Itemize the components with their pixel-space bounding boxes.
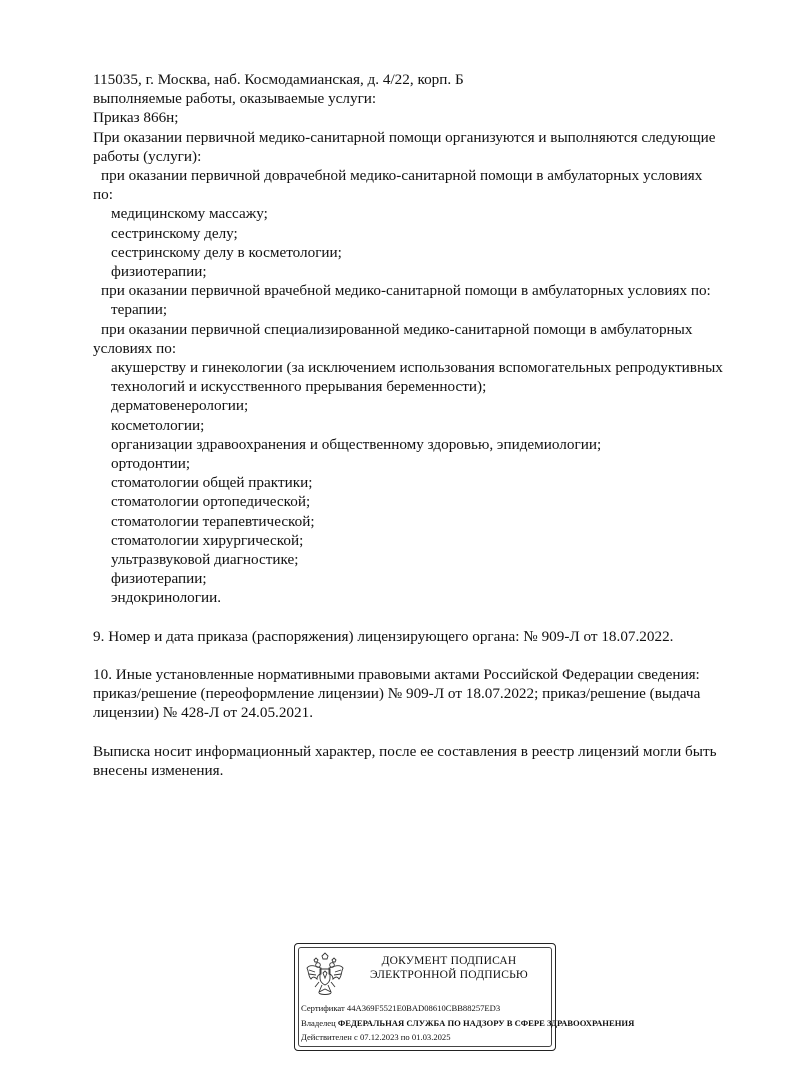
document-line: при оказании первичной специализированной медико-санитарной помощи в амбулаторных [101,320,693,338]
document-line: внесены изменения. [93,761,224,779]
document-line: стоматологии общей практики; [111,474,313,492]
certificate-value: 44A369F5521E0BAD08610CBB88257ED3 [346,1003,501,1013]
owner-label: Владелец [301,1018,336,1028]
document-line: Выписка носит информационный характер, после ее составления в реестр лицензий могли быть [93,742,717,760]
document-line: стоматологии ортопедической; [111,493,311,511]
document-line: работы (услуги): [93,147,202,165]
document-line: при оказании первичной врачебной медико-санитарной помощи в амбулаторных условиях по: [101,282,711,300]
document-line: дерматовенерологии; [111,397,249,415]
stamp-certificate [301,1003,555,1014]
document-line: акушерству и гинекологии (за исключением использования вспомогательных репродуктивных [111,359,723,377]
document-line: ультразвуковой диагностике; [111,551,299,569]
owner-value: ФЕДЕРАЛЬНАЯ СЛУЖБА ПО НАДЗОРУ В СФЕРЕ ЗДРАВООХРАНЕНИЯ [337,1018,635,1028]
document-body [93,70,763,780]
paragraph-gap [93,646,763,665]
document-line: 10. Иные установленные нормативными правовыми актами Российской Федерации сведения: [93,665,700,683]
document-line: сестринскому делу; [111,224,238,242]
document-line: приказ/решение (переоформление лицензии) № 909-Л от 18.07.2022; приказ/решение (выдача [93,685,701,703]
paragraph-gap [93,723,763,742]
document-line: организации здравоохранения и общественному здоровью, эпидемиологии; [111,435,602,453]
document-line: выполняемые работы, оказываемые услуги: [93,90,377,108]
document-line: лицензии) № 428-Л от 24.05.2021. [93,704,314,722]
document-line: Приказ 866н; [93,109,179,127]
document-line: эндокринологии. [111,589,222,607]
document-line: физиотерапии; [111,263,207,281]
paragraph-gap [93,608,763,627]
stamp-title [351,954,547,982]
document-line: физиотерапии; [111,570,207,588]
document-line: 9. Номер и дата приказа (распоряжения) лицензирующего органа: № 909-Л от 18.07.2022. [93,627,674,645]
document-line: сестринскому делу в косметологии; [111,243,342,261]
document-line: при оказании первичной доврачебной медико-санитарной помощи в амбулаторных условиях [101,167,703,185]
document-line: технологий и искусственного прерывания беременности); [111,378,487,396]
stamp-validity: Действителен с 07.12.2023 по 01.03.2025 [301,1032,451,1042]
document-line: по: [93,186,113,204]
document-line: медицинскому массажу; [111,205,268,223]
document-line: косметологии; [111,416,205,434]
document-line: терапии; [111,301,168,319]
document-line: условиях по: [93,339,177,357]
document-line: стоматологии хирургической; [111,531,304,549]
stamp-owner [301,1018,635,1029]
stamp-title-line1: ДОКУМЕНТ ПОДПИСАН [381,955,517,967]
document-line: стоматологии терапевтической; [111,512,315,530]
certificate-label: Сертификат [301,1003,345,1013]
document-line: 115035, г. Москва, наб. Космодамианская, д. 4/22, корп. Б [93,71,464,88]
stamp-title-line2: ЭЛЕКТРОННОЙ ПОДПИСЬЮ [370,969,528,981]
document-line: ортодонтии; [111,455,191,473]
document-line: При оказании первичной медико-санитарной помощи организуются и выполняются следующие [93,128,716,146]
coat-of-arms-icon [305,952,345,998]
electronic-signature-stamp [294,943,635,1051]
